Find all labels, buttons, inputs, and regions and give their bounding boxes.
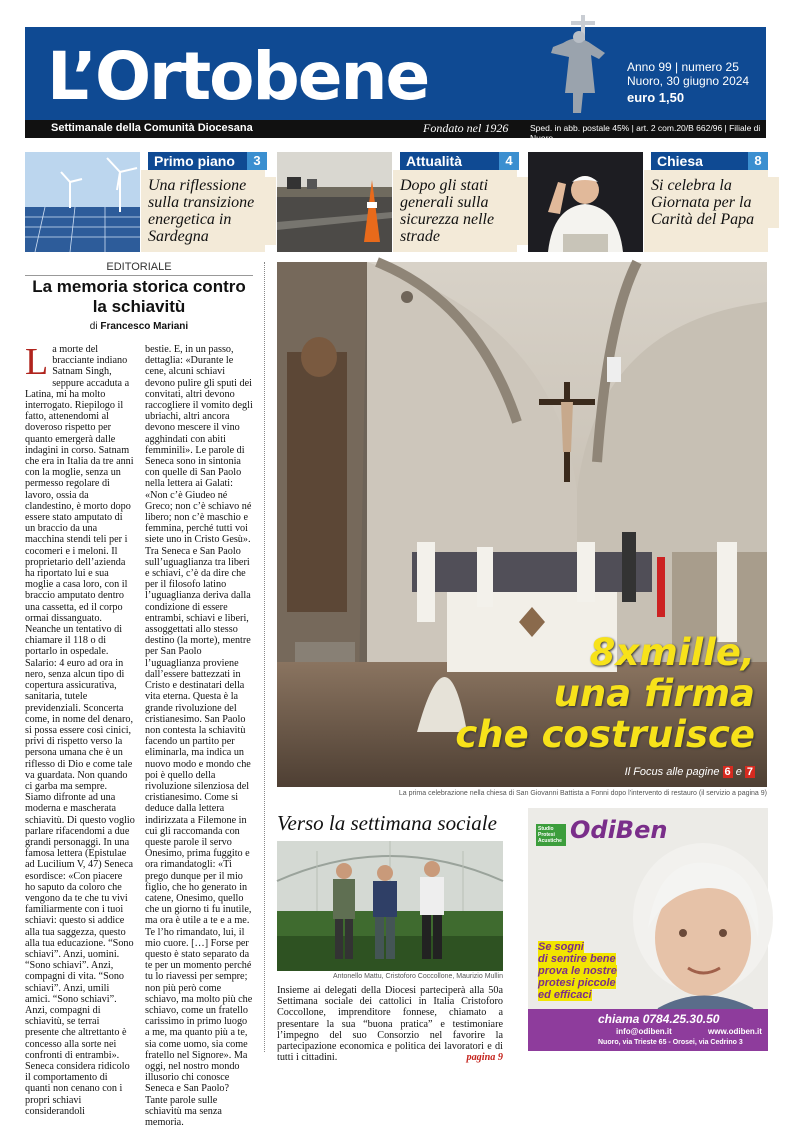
postal-info: Sped. in abb. postale 45% | art. 2 com.20/B 662/96 | Filiale di Nuoro [530, 123, 761, 143]
social-week-text: Insieme ai delegati della Diocesi parteciperà alla 50a Settimana sociale dei cattolici in Italia Cristoforo Coccollone, imprenditore fonnese, chiamato a presentare la sua “buona pratica” e testimoniare l’impegno del suo Consorzio nel favorire la partecipazione economica e politica dei lavoratori e di tutti i cittadini. [277, 985, 503, 1064]
founded-label: Fondato nel 1926 [423, 121, 509, 135]
focus-prefix: Il Focus alle pagine [624, 766, 720, 778]
main-headline[interactable] [455, 632, 755, 755]
headline-line-3: che costruisce [455, 713, 755, 756]
teaser-primo-piano[interactable] [25, 152, 265, 252]
editorial-dropcap: L [25, 341, 49, 383]
wind-solar-photo-icon [25, 152, 140, 252]
teaser-page: 3 [247, 152, 267, 170]
issue-info [627, 60, 749, 105]
byline-prefix: di [89, 321, 98, 332]
main-photo-caption: La prima celebrazione nella chiesa di San Giovanni Battista a Fonni dopo l’intervento di restauro (il servizio a pagina 9) [398, 790, 767, 797]
teaser-attualita[interactable] [277, 152, 517, 252]
social-week-title[interactable]: Verso la settimana sociale [277, 811, 497, 835]
issue-date: Nuoro, 30 giugno 2024 [627, 74, 750, 88]
ad-brand: OdiBen [570, 816, 668, 844]
ad-slogan-line: prova le nostre [538, 965, 617, 977]
greenhouse-photo-icon [277, 841, 503, 971]
editorial-column-2 [145, 344, 253, 1128]
focus-reference[interactable] [625, 766, 755, 778]
byline-author: Francesco Mariani [100, 321, 189, 332]
teaser-chiesa[interactable] [528, 152, 768, 252]
masthead [25, 27, 766, 120]
main-photo[interactable] [277, 262, 767, 787]
social-week-photo[interactable] [277, 841, 503, 971]
road-works-photo-icon [277, 152, 392, 252]
issue-number: Anno 99 | numero 25 [627, 60, 739, 74]
ad-slogan-line: ed efficaci [538, 989, 592, 1001]
teaser-page: 8 [748, 152, 768, 170]
redeemer-statue-icon [533, 13, 623, 120]
teaser-text: Si celebra la Giornata per la Carità del Papa [651, 177, 779, 228]
editorial-title[interactable]: La memoria storica contro la schiavitù [32, 277, 246, 316]
teaser-page: 4 [499, 152, 519, 170]
ad-tag: Studio Protesi Acustiche [536, 824, 566, 846]
editorial-column-1 [25, 341, 135, 1117]
odiben-advertisement[interactable] [528, 808, 768, 1051]
ad-slogan-line: di sentire bene [538, 953, 616, 965]
column-divider [264, 262, 265, 1052]
focus-and: e [735, 766, 742, 778]
editorial-text-2: bestie. E, in un passo, dettaglia: «Durante le cene, alcuni schiavi devono pulire gli sputi dei convitati, altri devono raccogliere il vomito degli ubriachi, altri ancora devono mescere il vino agghindati con abiti femminili». Le parole di Seneca sono in sintonia con quelle di San Paolo nella lettera ai Galati: «Non c’è Giudeo né Greco; non c’è schiavo né libero; non c’è maschio e femmina, perché tutti voi siete uno in Cristo Gesù». Tra Seneca e San Paolo sull’uguaglianza tra liberi e schiavi, c’è da dire che per il filosofo latino l’uguaglianza deriva dalla condizione di essere entrambi, schiavi e liberi, assoggettati allo stesso destino (la morte), mentre per San Paolo l’uguaglianza proviene dall’essere battezzati in Cristo e destinatari della vita eterna. Questa è la grande rivoluzione del cristianesimo. San Paolo non contesta la schiavitù facendo un partito per eliminarla, ma indica un nuovo modo e mondo che poi è quello della rivoluzione silenziosa del cristianesimo. Come si deduce dalla lettera indirizzata a Filemone in cui gli raccomanda con queste parole il servo Onesimo, prima fuggito e ora rimandatogli: «Ti prego dunque per il mio figlio, che ho generato in catene, Onesimo, quello che un giorno ti fu inutile, ma ora è utile a te e a me. Te l’ho rimandato, lui, il mio cuore. […] Forse per questo è stato separato da te per un momento perché tu lo riavessi per sempre; non più però come schiavo, ma molto più che schiavo, come un fratello carissimo in primo luogo a me, ma quanto più a te, sia come uomo, sia come fratello nel Signore». Ma oggi, nel nostro mondo illusorio chi conosce Seneca e San Paolo? Tante parole sulle schiavitù ma senza memoria. [145, 344, 253, 1128]
newspaper-logo[interactable]: L’Ortobene [47, 38, 429, 115]
editorial-byline [25, 321, 253, 332]
teaser-section: Primo piano [148, 152, 250, 170]
teaser-section: Chiesa [651, 152, 753, 170]
ad-website[interactable]: www.odiben.it [708, 1027, 762, 1036]
editorial-text-1: a morte del bracciante indiano Satnam Singh, seppure accaduta a Latina, mi ha molto interrogato. Riepilogo il fatto, attenendomi al doveroso rispetto per quanto emergerà dalle indagini in corso. Satnam che era in Italia da tre anni con la moglie, senza un permesso regolare di lavoro, ossia da clandestino, è morto dopo essere stato amputato di un braccio da una macchina stendi teli per i cocomeri e i meloni. Il proprietario dell’azienda ha riportato lui e sua moglie a casa loro, con il braccio amputato dentro una cassetta, ed il corpo ormai dissanguato. Neanche un tentativo di chiamare il 118 o di portarlo in ospedale. Salario: 4 euro ad ora in nero, senza alcun tipo di copertura assicurativa, sanitaria, tutele previdenziali. Sconcerta come, in nome del denaro, si possa essere così cinici, privi di rispetto verso la persona umana che è un riflesso di Dio e come tale va guardata. Non quando ci garba ma sempre. Siamo difronte ad una moderna e mascherata schiavitù. Di questo voglio parlare rifacendomi a due grandi personaggi. In una famosa lettera (Epistulae ad Lucilium V, 47) Seneca esordisce: «Con piacere ho saputo da coloro che vengono da te che tu vivi familiarmente con i tuoi schiavi: questo si addice alla tua saggezza, questo alla tua educazione. “Sono schiavi”. Anzi, uomini. “Sono schiavi”. Anzi, compagni di vita. “Sono schiavi”. Anzi, umili amici. “Sono schiavi”. Anzi, compagni di schiavitù, se terrai presente che altrettanto è concesso alla sorte nei confronti di entrambi». Seneca considera ridicolo il comportamento di quanti non cenano con i propri schiavi considerandoli [25, 344, 135, 1117]
social-week-photo-caption: Antonello Mattu, Cristoforo Coccollone, Maurizio Mullin [332, 973, 503, 980]
ad-slogan-line: protesi piccole [538, 977, 616, 989]
focus-page-a: 6 [724, 766, 731, 778]
ad-slogan-line: Se sogni [538, 941, 584, 953]
editorial-kicker: EDITORIALE [25, 261, 253, 276]
pope-photo-icon [528, 152, 643, 252]
ad-phone[interactable]: chiama 0784.25.30.50 [598, 1012, 720, 1026]
ad-contact-band [528, 1009, 768, 1051]
social-week-page-ref[interactable]: pagina 9 [466, 1052, 503, 1064]
issue-price: euro 1,50 [627, 90, 685, 105]
focus-page-b: 7 [746, 766, 753, 778]
headline-line-1: 8xmille, [589, 631, 755, 674]
teaser-section: Attualità [400, 152, 502, 170]
teaser-text: Una riflessione sulla transizione energetica in Sardegna [148, 177, 276, 245]
ad-email[interactable]: info@odiben.it [616, 1027, 672, 1036]
headline-line-2: una firma [553, 672, 755, 715]
ad-address: Nuoro, via Trieste 65 - Orosei, via Cedrino 3 [598, 1039, 743, 1046]
social-week-body [277, 985, 503, 1063]
paper-subtitle: Settimanale della Comunità Diocesana [51, 122, 253, 134]
teaser-text: Dopo gli stati generali sulla sicurezza nelle strade [400, 177, 528, 245]
ad-slogan [538, 941, 617, 1001]
masthead-subbar [25, 120, 766, 143]
